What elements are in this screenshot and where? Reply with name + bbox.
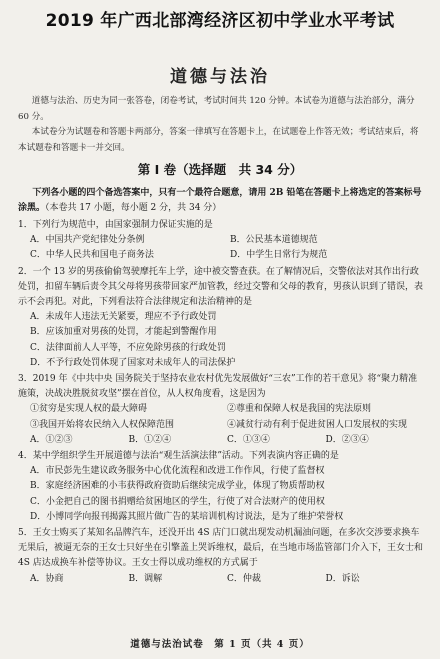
option-d: D．中学生日常行为规范 [230, 250, 328, 261]
option-a: A．市民彭先生建议政务服务中心优化流程和改进工作作风，行使了监督权 [30, 466, 325, 477]
question-4 [18, 449, 424, 525]
option-a: A．协商 [30, 573, 64, 584]
statement-3: ③我国开始将农民纳入人权保障范围 [30, 419, 175, 430]
section-desc-text: 下列各小题的四个备选答案中，只有一个最符合题意，请用 2B 铅笔在答题卡上将选定的答案标号涂黑。 [18, 188, 422, 213]
statement-group [18, 402, 424, 432]
option-c: C．①③④ [227, 434, 270, 445]
option-c: C．小金把自己的图书捐赠给贫困地区的学生，行使了对合法财产的使用权 [30, 496, 325, 507]
option-a: A．未成年人违法无关紧要，理应不予行政处罚 [30, 312, 217, 323]
option-d: D．不予行政处罚体现了国家对未成年人的司法保护 [30, 357, 236, 368]
option-a: A．①②③ [30, 434, 73, 445]
page-footer: 道德与法治试卷 第 1 页（共 4 页） [130, 639, 310, 650]
statement-2: ②尊重和保障人权是我国的宪法原则 [227, 404, 372, 415]
statement-1: ①贫穷是实现人权的最大障碍 [30, 404, 148, 415]
option-d: D．小博同学向报刊揭露其照片做广告的某培训机构讨说法，是为了维护荣誉权 [30, 511, 344, 522]
option-c: C．中华人民共和国电子商务法 [30, 250, 154, 261]
option-c: C．法律面前人人平等，不应免除男孩的行政处罚 [30, 342, 226, 353]
option-b: B．家庭经济困难的小韦获得政府资助后继续完成学业，体现了物质帮助权 [30, 481, 325, 492]
option-group [18, 464, 424, 525]
option-b: B．①②④ [128, 434, 172, 445]
question-1 [18, 218, 424, 264]
option-d: D．诉讼 [325, 573, 360, 584]
option-b: B．应该加重对男孩的处罚，才能起到警醒作用 [30, 327, 217, 338]
question-2 [18, 265, 424, 371]
question-3 [18, 372, 424, 448]
option-c: C．仲裁 [227, 573, 261, 584]
exam-title: 2019 年广西北部湾经济区初中学业水平考试 [45, 11, 395, 31]
instruction-paragraph-1: 道德与法治、历史为同一张答卷，闭卷考试，考试时间共 120 分钟。本试卷为道德与法治部分，满分 60 分。 [18, 96, 415, 122]
statement-4: ④减贫行动有利于促进贫困人口发展权的实现 [227, 419, 408, 430]
question-stem: 2．一个 13 岁的男孩偷偷驾驶摩托车上学，途中被交警查获。在了解情况后，交警依法对其作出行政处罚，扣留车辆后责令其父母将男孩带回家严加管教，经过交警和父母的教育，男孩认识到了错误，表示不会再犯。对此，下列看法符合法律规定和法治精神的是 [18, 266, 424, 308]
option-d: D．②③④ [325, 434, 369, 445]
option-group [18, 233, 424, 263]
option-group [18, 433, 424, 448]
option-a: A．中国共产党纪律处分条例 [30, 235, 145, 246]
section-note: （本卷共 17 小题，每小题 2 分，共 34 分） [45, 203, 222, 213]
option-group [18, 310, 424, 371]
option-group [18, 572, 424, 587]
question-stem: 1．下列行为规范中，由国家强制力保证实施的是 [18, 220, 213, 230]
option-b: B．公民基本道德规范 [230, 235, 318, 246]
question-list [18, 218, 424, 588]
option-b: B．调解 [128, 573, 163, 584]
question-5 [18, 526, 424, 587]
subject-title: 道德与法治 [170, 67, 270, 87]
section-title: 第 I 卷（选择题 共 34 分） [137, 162, 303, 177]
question-stem: 3．2019 年《中共中央 国务院关于坚持农业农村优先发展做好“三农”工作的若干意见》将“聚力精准施策，决战决胜脱贫攻坚”摆在首位，从人权角度看，这是因为 [18, 374, 418, 400]
instruction-paragraph-2: 本试卷分为试题卷和答题卡两部分，答案一律填写在答题卡上，在试题卷上作答无效；考试结束后，将本试题卷和答题卡一并交回。 [18, 127, 419, 153]
question-stem: 4．某中学组织学生开展道德与法治“观生活演法律”活动。下列表演内容正确的是 [18, 451, 339, 462]
section-description [18, 186, 422, 216]
instructions [18, 94, 422, 156]
question-stem: 5．王女士购买了某知名品牌汽车，还没开出 4S 店门口就出现发动机漏油问题，在多次交涉要求换车无果后，被逼无奈的王女士只好坐在引擎盖上哭诉维权，最后，在当地市场监管部门介入下，王女士和 4S 店达成换车补偿等协议。王女士得以成功维权的方式属于 [18, 528, 424, 569]
